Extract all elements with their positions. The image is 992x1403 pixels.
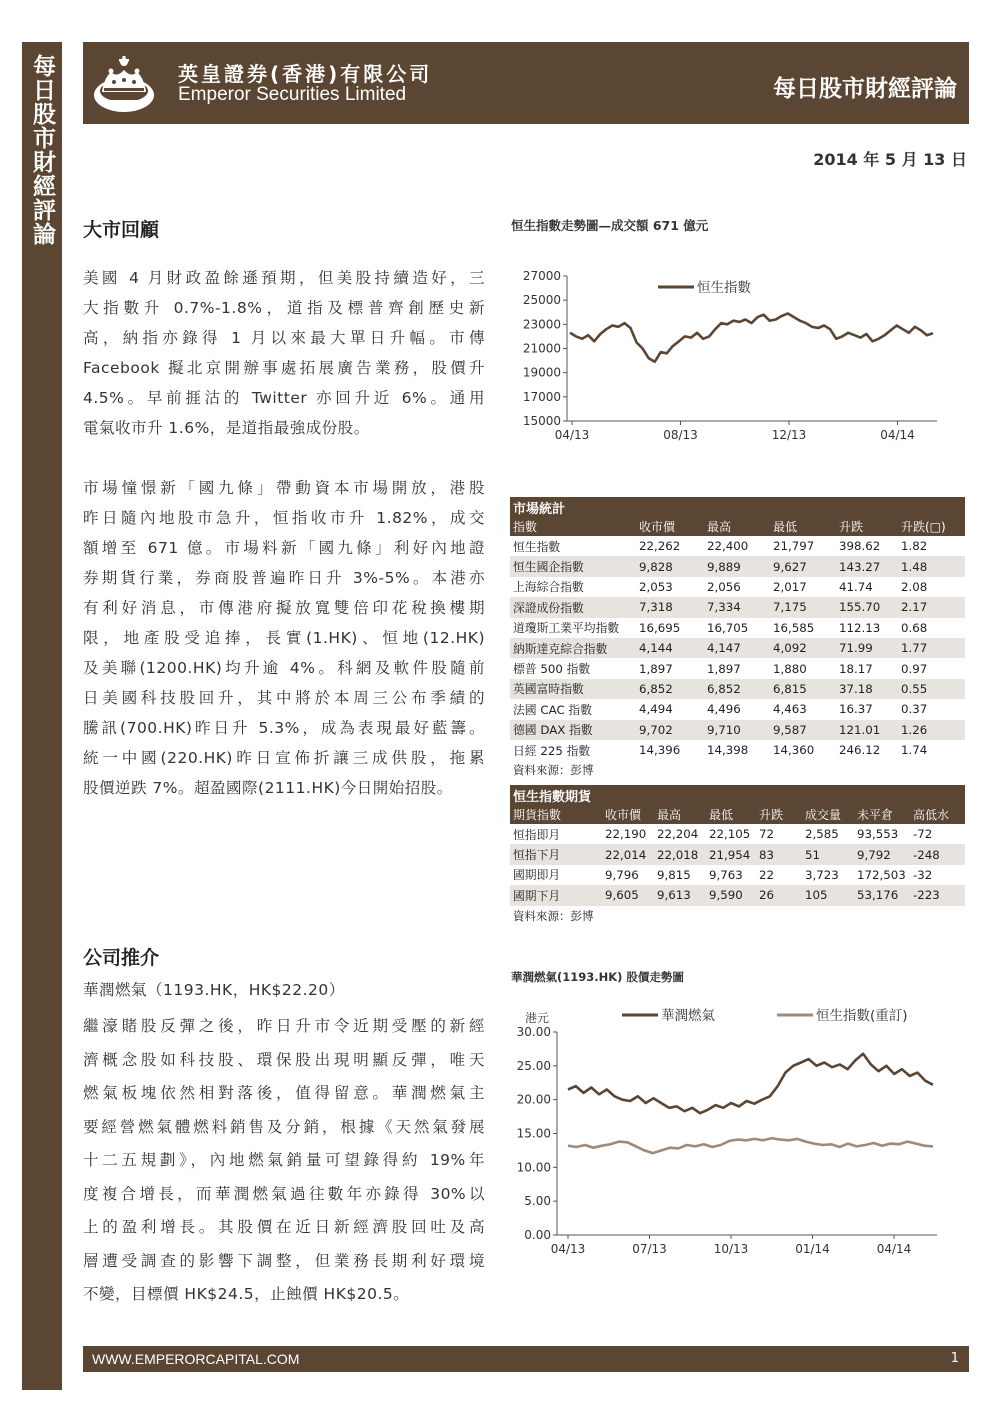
company-para-line: 十二五規劃》，內地燃氣銷量可望錄得約 19%年 bbox=[83, 1151, 485, 1169]
market-review-title: 大市回顧 bbox=[83, 219, 160, 241]
table-row bbox=[510, 865, 965, 885]
table-row bbox=[510, 824, 965, 844]
futures-title: 恒生指數期貨 bbox=[510, 785, 965, 805]
table-cell: 恒生指數 bbox=[513, 539, 561, 554]
table-cell: 22,400 bbox=[707, 539, 749, 554]
market-review-para-1-line: 美國 4 月財政盈餘遜預期，但美股持續造好，三 bbox=[83, 269, 485, 287]
hsi-chart bbox=[505, 262, 965, 462]
column-header: 最高 bbox=[704, 517, 770, 536]
market-review-para-1-line: 高，納指亦錄得 1 月以來最大單日升幅。市傳 bbox=[83, 329, 485, 347]
table-row bbox=[510, 679, 965, 699]
market-review-para-1 bbox=[83, 263, 485, 443]
table-cell: 22,018 bbox=[654, 844, 706, 864]
market-review-para-2-line: 市場憧憬新「國九條」帶動資本市場開放，港股 bbox=[83, 479, 485, 497]
table-cell: 2,585 bbox=[805, 827, 839, 842]
table-cell: 納斯達克綜合指數 bbox=[510, 638, 636, 658]
x-tick-label: 04/13 bbox=[554, 428, 590, 442]
table-cell: 上海綜合指數 bbox=[513, 580, 584, 595]
column-header: 升跌(□) bbox=[898, 517, 965, 536]
table-cell: 1.77 bbox=[898, 638, 965, 658]
table-cell: 51 bbox=[802, 844, 854, 864]
table-cell: 2,017 bbox=[773, 579, 807, 594]
y-tick-label: 25000 bbox=[522, 293, 561, 308]
column-header: 未平倉 bbox=[854, 805, 910, 824]
company-name-en: Emperor Securities Limited bbox=[178, 84, 407, 105]
table-cell: 0.37 bbox=[901, 702, 928, 717]
series-line bbox=[568, 1054, 933, 1114]
y-tick-label: 23000 bbox=[522, 317, 561, 332]
table-cell: 9,627 bbox=[770, 556, 836, 576]
company-para-line: 要經營燃氣體燃料銷售及分銷，根據《天然氣發展 bbox=[83, 1117, 485, 1136]
table-cell: 6,815 bbox=[770, 679, 836, 699]
x-tick-label: 01/14 bbox=[795, 1242, 830, 1256]
table-cell: 1.74 bbox=[901, 743, 928, 758]
table-cell: 143.27 bbox=[836, 556, 898, 576]
table-row bbox=[510, 536, 965, 556]
company-para-line: 繼濠賭股反彈之後，昨日升市令近期受壓的新經 bbox=[83, 1017, 485, 1035]
series-line bbox=[570, 314, 933, 362]
x-tick-label: 04/14 bbox=[876, 1242, 912, 1256]
table-cell: 112.13 bbox=[839, 620, 881, 635]
y-axis-label: 港元 bbox=[524, 1011, 550, 1025]
table-cell: 9,889 bbox=[704, 556, 770, 576]
table-cell: 22,014 bbox=[602, 844, 654, 864]
table-cell: 9,828 bbox=[636, 556, 704, 576]
company-stock-line: 華潤燃氣（1193.HK，HK$22.20） bbox=[83, 981, 345, 999]
company-para-line: 度複合增長，而華潤燃氣過往數年亦錄得 30%以 bbox=[83, 1184, 485, 1203]
table-row bbox=[510, 577, 965, 597]
table-row bbox=[510, 699, 965, 719]
table-row bbox=[510, 597, 965, 617]
table-cell: 恒指下月 bbox=[510, 844, 602, 864]
market-review-para-2-line: 昨日隨內地股市急升，恒指收市升 1.82%，成交 bbox=[83, 509, 485, 527]
company-para bbox=[83, 1010, 485, 1312]
company-para-line: 濟概念股如科技股、環保股出現明顯反彈，唯天 bbox=[83, 1050, 485, 1069]
column-header: 升跌 bbox=[836, 517, 898, 536]
market-review-para-2-line: 及美聯(1200.HK)均升逾 4%。科網及軟件股隨前 bbox=[83, 659, 485, 677]
market-review-para-2-line: 有利好消息，市傳港府擬放寬雙倍印花稅換樓期 bbox=[83, 599, 485, 617]
table-cell: -72 bbox=[913, 827, 933, 842]
table-cell: 26 bbox=[756, 885, 802, 905]
table-cell: 14,360 bbox=[773, 743, 815, 758]
x-tick-label: 04/14 bbox=[880, 428, 915, 442]
legend-label: 華潤燃氣 bbox=[661, 1008, 715, 1024]
table-cell: 105 bbox=[802, 885, 854, 905]
market-review-para-1-line: 4.5%。早前捱沽的 Twitter 亦回升近 6%。通用 bbox=[83, 389, 485, 407]
market-review-para-2-line: 日美國科技股回升，其中將於本周三公布季績的 bbox=[83, 689, 485, 707]
table-cell: 398.62 bbox=[839, 539, 881, 554]
y-tick-label: 17000 bbox=[522, 389, 561, 404]
table-cell: 6,852 bbox=[704, 679, 770, 699]
table-cell: 16.37 bbox=[839, 702, 873, 717]
y-tick-label: 15.00 bbox=[516, 1126, 551, 1141]
side-band bbox=[22, 42, 62, 1390]
table-cell: 2,053 bbox=[639, 579, 673, 594]
y-tick-label: 5.00 bbox=[524, 1194, 551, 1209]
table-cell: 9,613 bbox=[654, 885, 706, 905]
table-cell: 22,262 bbox=[639, 539, 681, 554]
table-cell: 71.99 bbox=[836, 638, 898, 658]
table-cell: 172,503 bbox=[857, 867, 906, 882]
market-review-para-2-line: 股價逆跌 7%。超盈國際(2111.HK)今日開始招股。 bbox=[83, 779, 453, 797]
table-cell: 1,897 bbox=[639, 661, 673, 676]
table-cell: 16,695 bbox=[639, 620, 681, 635]
table-cell: 155.70 bbox=[836, 597, 898, 617]
table-cell: 246.12 bbox=[839, 743, 881, 758]
table-cell: 16,585 bbox=[773, 620, 815, 635]
footer-website-link[interactable]: WWW.EMPERORCAPITAL.COM bbox=[92, 1351, 300, 1367]
table-cell: 9,587 bbox=[770, 720, 836, 740]
table-cell: 93,553 bbox=[857, 827, 899, 842]
table-row bbox=[510, 658, 965, 678]
table-cell: -32 bbox=[913, 867, 933, 882]
company-para-line: 層遭受調查的影響下調整，但業務長期利好環境 bbox=[83, 1251, 485, 1270]
table-cell: 7,334 bbox=[704, 597, 770, 617]
hsi-chart-title: 恒生指數走勢圖—成交額 671 億元 bbox=[511, 218, 709, 233]
crgas-chart bbox=[505, 1000, 965, 1270]
table-row bbox=[510, 618, 965, 638]
column-header: 最高 bbox=[654, 805, 706, 824]
y-tick-label: 20.00 bbox=[516, 1092, 551, 1107]
table-cell: 9,796 bbox=[605, 867, 639, 882]
table-source: 資料來源：彭博 bbox=[513, 908, 594, 923]
table-cell: 9,710 bbox=[704, 720, 770, 740]
table-cell: 德國 DAX 指數 bbox=[510, 720, 636, 740]
table-row bbox=[510, 885, 965, 905]
column-header: 收市價 bbox=[636, 517, 704, 536]
table-cell: 7,318 bbox=[636, 597, 704, 617]
crgas-chart-title: 華潤燃氣(1193.HK) 股價走勢圖 bbox=[511, 970, 684, 984]
table-cell: 22,105 bbox=[709, 827, 751, 842]
table-cell: 1.26 bbox=[898, 720, 965, 740]
company-name-cn: 英皇證券(香港)有限公司 bbox=[178, 62, 433, 86]
table-cell: 3,723 bbox=[805, 867, 839, 882]
x-tick-label: 08/13 bbox=[663, 428, 698, 442]
table-cell: 4,092 bbox=[770, 638, 836, 658]
table-row bbox=[510, 556, 965, 576]
table-cell: 國期下月 bbox=[510, 885, 602, 905]
table-cell: 0.55 bbox=[898, 679, 965, 699]
company-section-title: 公司推介 bbox=[83, 947, 160, 969]
legend-label: 恒生指數(重訂) bbox=[816, 1008, 908, 1024]
column-header: 成交量 bbox=[802, 805, 854, 824]
x-tick-label: 04/13 bbox=[550, 1242, 586, 1256]
market-review-para-1-line: 大指數升 0.7%-1.8%，道指及標普齊創歷史新 bbox=[83, 299, 485, 317]
market-review-para-2-line: 額增至 671 億。市場料新「國九條」利好內地證 bbox=[83, 539, 485, 557]
table-cell: 1.48 bbox=[898, 556, 965, 576]
table-cell: 14,398 bbox=[707, 743, 749, 758]
column-header: 最低 bbox=[770, 517, 836, 536]
report-title: 每日股市財經評論 bbox=[773, 76, 957, 102]
table-cell: 14,396 bbox=[639, 743, 681, 758]
table-cell: 4,147 bbox=[704, 638, 770, 658]
market-review-para-2-line: 騰訊(700.HK)昨日升 5.3%，成為表現最好藍籌。 bbox=[83, 719, 485, 737]
table-cell: 1.82 bbox=[901, 539, 928, 554]
table-cell: 21,797 bbox=[773, 539, 815, 554]
table-cell: 恒指即月 bbox=[513, 827, 561, 842]
market-review-para-2-line: 券期貨行業，券商股普遍昨日升 3%-5%。本港亦 bbox=[83, 569, 485, 587]
table-cell: 7,175 bbox=[770, 597, 836, 617]
column-header: 指數 bbox=[510, 517, 636, 536]
table-cell: 21,954 bbox=[706, 844, 756, 864]
table-cell: 英國富時指數 bbox=[510, 679, 636, 699]
column-header: 高低水 bbox=[910, 805, 965, 824]
table-row bbox=[510, 638, 965, 658]
market-review-para-2 bbox=[83, 473, 485, 803]
legend-label: 恒生指數 bbox=[697, 280, 751, 296]
y-tick-label: 0.00 bbox=[524, 1228, 551, 1242]
y-tick-label: 21000 bbox=[522, 341, 561, 356]
table-cell: 9,590 bbox=[706, 885, 756, 905]
column-header: 期貨指數 bbox=[510, 805, 602, 824]
table-cell: 4,494 bbox=[639, 702, 673, 717]
table-cell: 9,605 bbox=[602, 885, 654, 905]
table-cell: 16,705 bbox=[707, 620, 749, 635]
table-cell: 18.17 bbox=[839, 661, 873, 676]
table-cell: -223 bbox=[910, 885, 965, 905]
table-cell: 53,176 bbox=[854, 885, 910, 905]
table-cell: 0.97 bbox=[901, 661, 928, 676]
table-cell: 37.18 bbox=[836, 679, 898, 699]
column-header: 升跌 bbox=[756, 805, 802, 824]
crown-icon bbox=[89, 48, 159, 118]
table-cell: 9,815 bbox=[657, 867, 691, 882]
y-tick-label: 10.00 bbox=[516, 1160, 551, 1175]
x-tick-label: 10/13 bbox=[713, 1242, 749, 1256]
market-stats-table bbox=[510, 497, 965, 780]
table-cell: 2.17 bbox=[898, 597, 965, 617]
table-row bbox=[510, 720, 965, 740]
table-cell: 4,496 bbox=[707, 702, 741, 717]
market-stats-title: 市場統計 bbox=[510, 497, 965, 517]
table-cell: 121.01 bbox=[836, 720, 898, 740]
table-cell: -248 bbox=[910, 844, 965, 864]
table-cell: 國期即月 bbox=[513, 868, 561, 883]
y-tick-label: 30.00 bbox=[516, 1025, 551, 1039]
table-cell: 道瓊斯工業平均指數 bbox=[513, 621, 620, 636]
market-review-para-2-line: 限，地產股受追捧，長實(1.HK)、恒地(12.HK) bbox=[83, 629, 485, 647]
series-line bbox=[568, 1138, 933, 1153]
table-cell: 6,852 bbox=[636, 679, 704, 699]
table-cell: 22 bbox=[759, 867, 775, 882]
table-cell: 4,144 bbox=[636, 638, 704, 658]
table-source: 資料來源：彭博 bbox=[513, 763, 594, 778]
table-cell: 標普 500 指數 bbox=[513, 662, 591, 677]
market-review-para-1-line: 電氣收市升 1.6%，是道指最強成份股。 bbox=[83, 419, 370, 437]
table-cell: 22,204 bbox=[657, 827, 699, 842]
table-cell: 22,190 bbox=[605, 827, 647, 842]
table-cell: 恒生國企指數 bbox=[510, 556, 636, 576]
footer-bar bbox=[83, 1346, 969, 1372]
column-header: 最低 bbox=[706, 805, 756, 824]
futures-table bbox=[510, 785, 965, 926]
page-number: 1 bbox=[950, 1351, 959, 1366]
x-tick-label: 12/13 bbox=[771, 428, 807, 442]
table-cell: 9,763 bbox=[709, 867, 743, 882]
market-review-para-1-line: Facebook 擬北京開辦事處拓展廣告業務，股價升 bbox=[83, 359, 485, 377]
report-date: 2014 年 5 月 13 日 bbox=[813, 150, 967, 169]
table-row bbox=[510, 740, 965, 760]
table-cell: 2,056 bbox=[707, 579, 741, 594]
table-cell: 41.74 bbox=[839, 579, 873, 594]
header-bar bbox=[83, 42, 969, 124]
company-para-line: 不變，目標價 HK$24.5，止蝕價 HK$20.5。 bbox=[83, 1285, 410, 1303]
table-cell: 0.68 bbox=[901, 620, 928, 635]
company-para-line: 上的盈利增長。其股價在近日新經濟股回吐及高 bbox=[83, 1218, 485, 1236]
table-cell: 法國 CAC 指數 bbox=[513, 702, 593, 717]
company-para-line: 燃氣板塊依然相對落後，值得留意。華潤燃氣主 bbox=[83, 1084, 485, 1102]
table-cell: 4,463 bbox=[773, 702, 807, 717]
table-cell: 72 bbox=[759, 827, 775, 842]
table-cell: 深證成份指數 bbox=[510, 597, 636, 617]
table-cell: 1,897 bbox=[707, 661, 741, 676]
market-review-para-2-line: 統一中國(220.HK)昨日宣佈折讓三成供股，拖累 bbox=[83, 749, 485, 767]
table-cell: 9,792 bbox=[854, 844, 910, 864]
y-tick-label: 15000 bbox=[522, 414, 561, 428]
side-band-title: 每日股市財經評論 bbox=[29, 54, 55, 246]
table-cell: 2.08 bbox=[901, 579, 928, 594]
table-row bbox=[510, 844, 965, 864]
table-cell: 1,880 bbox=[773, 661, 807, 676]
y-tick-label: 25.00 bbox=[516, 1058, 551, 1073]
table-cell: 日經 225 指數 bbox=[513, 743, 591, 758]
table-cell: 83 bbox=[756, 844, 802, 864]
y-tick-label: 19000 bbox=[522, 365, 561, 380]
y-tick-label: 27000 bbox=[522, 269, 561, 283]
table-cell: 9,702 bbox=[636, 720, 704, 740]
x-tick-label: 07/13 bbox=[632, 1242, 667, 1256]
column-header: 收市價 bbox=[602, 805, 654, 824]
